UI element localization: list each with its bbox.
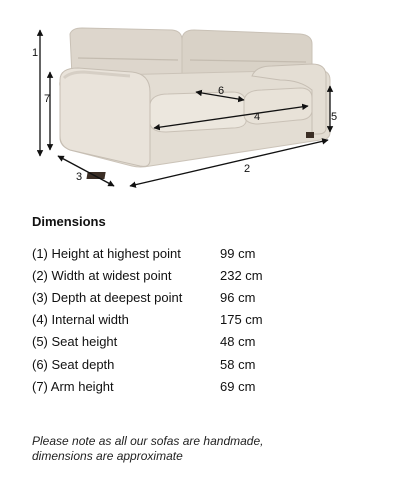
dimension-value: 175 cm bbox=[220, 312, 263, 328]
callout-2: 2 bbox=[244, 163, 251, 175]
dimension-label: (7) Arm height bbox=[32, 378, 114, 394]
dimensions-table bbox=[32, 242, 300, 397]
table-row bbox=[32, 264, 300, 286]
callout-6: 6 bbox=[218, 85, 225, 97]
table-row bbox=[32, 286, 300, 308]
callout-3: 3 bbox=[76, 171, 83, 183]
dimensions-heading: Dimensions bbox=[32, 214, 106, 229]
dimension-value: 69 cm bbox=[220, 378, 256, 394]
sofa-diagram bbox=[0, 0, 400, 200]
table-row bbox=[32, 375, 300, 397]
dimension-label: (3) Depth at deepest point bbox=[32, 289, 183, 305]
handmade-note: Please note as all our sofas are handmade, dimensions are approximate bbox=[32, 434, 264, 463]
dimension-label: (2) Width at widest point bbox=[32, 267, 172, 283]
dimension-value: 96 cm bbox=[220, 289, 256, 305]
table-row bbox=[32, 309, 300, 331]
callout-7: 7 bbox=[44, 93, 51, 105]
table-row bbox=[32, 331, 300, 353]
callout-1: 1 bbox=[32, 47, 39, 59]
callout-4: 4 bbox=[254, 111, 261, 123]
callout-5: 5 bbox=[331, 111, 338, 123]
table-row bbox=[32, 242, 300, 264]
sofa-illustration bbox=[60, 28, 330, 179]
dimension-value: 232 cm bbox=[220, 267, 263, 283]
dimension-value: 99 cm bbox=[220, 245, 256, 261]
table-row bbox=[32, 353, 300, 375]
dimension-label: (4) Internal width bbox=[32, 312, 129, 328]
dimension-label: (1) Height at highest point bbox=[32, 245, 181, 261]
dimension-value: 48 cm bbox=[220, 334, 256, 350]
dimension-label: (6) Seat depth bbox=[32, 356, 115, 372]
dimension-label: (5) Seat height bbox=[32, 334, 118, 350]
dimension-value: 58 cm bbox=[220, 356, 256, 372]
